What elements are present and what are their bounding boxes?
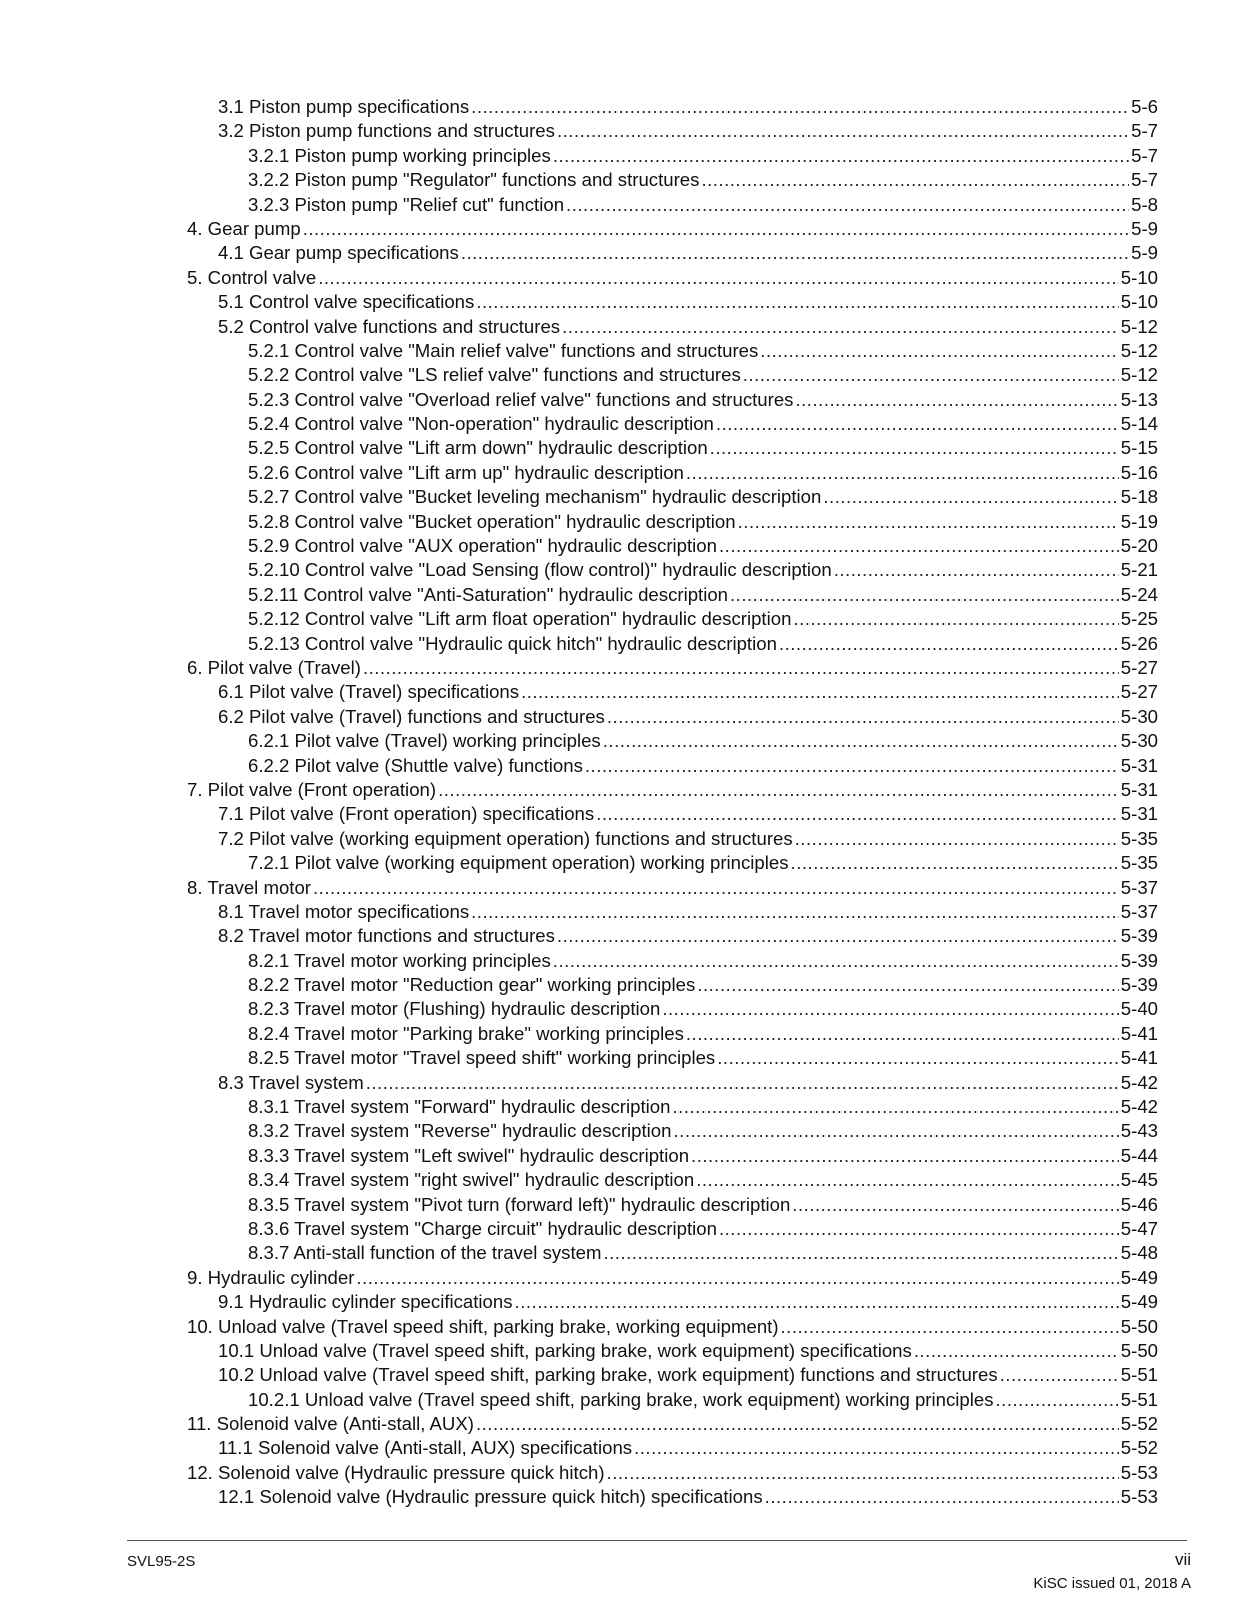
toc-entry-page: 5-27 bbox=[1120, 656, 1158, 678]
toc-entry-title: 7.2 Pilot valve (working equipment operation) functions and structures bbox=[218, 827, 793, 849]
toc-entry[interactable] bbox=[0, 1071, 1158, 1095]
toc-entry-page: 5-35 bbox=[1120, 827, 1158, 849]
toc-dot-leader bbox=[662, 997, 1118, 1021]
toc-entry[interactable] bbox=[0, 388, 1158, 412]
toc-entry-page: 5-21 bbox=[1120, 559, 1158, 581]
toc-entry-title: 8.2.5 Travel motor "Travel speed shift" working principles bbox=[248, 1047, 716, 1069]
toc-entry-page: 5-18 bbox=[1120, 486, 1158, 508]
toc-dot-leader bbox=[438, 778, 1119, 802]
toc-entry[interactable] bbox=[0, 1339, 1158, 1363]
toc-entry-page: 5-39 bbox=[1120, 974, 1158, 996]
toc-entry-page: 5-31 bbox=[1120, 754, 1158, 776]
toc-dot-leader bbox=[795, 827, 1119, 851]
toc-entry-page: 5-8 bbox=[1131, 193, 1158, 215]
toc-entry[interactable] bbox=[0, 1022, 1158, 1046]
toc-entry[interactable] bbox=[0, 193, 1158, 217]
toc-dot-leader bbox=[607, 1461, 1119, 1485]
toc-entry-page: 5-43 bbox=[1120, 1120, 1158, 1142]
toc-entry-page: 5-31 bbox=[1120, 803, 1158, 825]
toc-entry-page: 5-53 bbox=[1120, 1461, 1158, 1483]
toc-dot-leader bbox=[686, 461, 1119, 485]
toc-entry-page: 5-45 bbox=[1120, 1169, 1158, 1191]
toc-entry-title: 11. Solenoid valve (Anti-stall, AUX) bbox=[187, 1413, 474, 1435]
toc-entry[interactable] bbox=[0, 1412, 1158, 1436]
toc-entry-title: 10. Unload valve (Travel speed shift, parking brake, working equipment) bbox=[187, 1315, 779, 1337]
toc-dot-leader bbox=[823, 485, 1118, 509]
toc-entry[interactable] bbox=[0, 949, 1158, 973]
toc-entry-page: 5-7 bbox=[1131, 120, 1158, 142]
toc-entry-title: 12.1 Solenoid valve (Hydraulic pressure quick hitch) specifications bbox=[218, 1486, 763, 1508]
toc-entry-page: 5-42 bbox=[1120, 1096, 1158, 1118]
toc-entry-page: 5-10 bbox=[1120, 266, 1158, 288]
toc-entry[interactable] bbox=[0, 924, 1158, 948]
toc-entry-title: 7. Pilot valve (Front operation) bbox=[187, 778, 437, 800]
toc-entry-title: 8. Travel motor bbox=[187, 876, 312, 898]
toc-dot-leader bbox=[760, 339, 1118, 363]
toc-entry-page: 5-46 bbox=[1120, 1193, 1158, 1215]
toc-entry-title: 5.2.5 Control valve "Lift arm down" hydraulic description bbox=[248, 437, 708, 459]
toc-entry-page: 5-39 bbox=[1120, 925, 1158, 947]
toc-entry[interactable] bbox=[0, 168, 1158, 192]
toc-entry-page: 5-6 bbox=[1131, 96, 1158, 117]
toc-entry[interactable] bbox=[0, 510, 1158, 534]
toc-entry-title: 5.2.7 Control valve "Bucket leveling mechanism" hydraulic description bbox=[248, 486, 822, 508]
toc-entry[interactable] bbox=[0, 1095, 1158, 1119]
toc-entry[interactable] bbox=[0, 1363, 1158, 1387]
toc-entry[interactable] bbox=[0, 1266, 1158, 1290]
toc-entry[interactable] bbox=[0, 1217, 1158, 1241]
toc-entry-title: 5.2 Control valve functions and structures bbox=[218, 315, 561, 337]
toc-entry[interactable] bbox=[0, 1436, 1158, 1460]
toc-entry-title: 5.2.8 Control valve "Bucket operation" hydraulic description bbox=[248, 510, 736, 532]
toc-entry-page: 5-16 bbox=[1120, 461, 1158, 483]
toc-entry[interactable] bbox=[0, 1315, 1158, 1339]
toc-entry[interactable] bbox=[0, 583, 1158, 607]
toc-entry-title: 10.1 Unload valve (Travel speed shift, parking brake, work equipment) specifications bbox=[218, 1339, 912, 1361]
toc-dot-leader bbox=[521, 680, 1119, 704]
toc-entry-page: 5-40 bbox=[1120, 998, 1158, 1020]
toc-dot-leader bbox=[366, 1071, 1119, 1095]
toc-entry-page: 5-12 bbox=[1120, 315, 1158, 337]
toc-entry-page: 5-44 bbox=[1120, 1144, 1158, 1166]
toc-entry[interactable] bbox=[0, 705, 1158, 729]
toc-entry-title: 3.2.2 Piston pump "Regulator" functions and structures bbox=[248, 169, 700, 191]
toc-entry[interactable] bbox=[0, 412, 1158, 436]
toc-dot-leader bbox=[686, 1022, 1119, 1046]
toc-entry-page: 5-25 bbox=[1120, 608, 1158, 630]
toc-dot-leader bbox=[765, 1485, 1119, 1509]
toc-entry[interactable] bbox=[0, 802, 1158, 826]
toc-entry-page: 5-49 bbox=[1120, 1291, 1158, 1313]
toc-dot-leader bbox=[743, 363, 1119, 387]
toc-entry-title: 5.2.2 Control valve "LS relief valve" functions and structures bbox=[248, 364, 741, 386]
toc-dot-leader bbox=[701, 168, 1129, 192]
toc-entry[interactable] bbox=[0, 315, 1158, 339]
toc-entry-title: 3.2 Piston pump functions and structures bbox=[218, 120, 555, 142]
toc-dot-leader bbox=[356, 1266, 1118, 1290]
toc-entry-title: 5.2.12 Control valve "Lift arm float operation" hydraulic description bbox=[248, 608, 792, 630]
toc-entry[interactable] bbox=[0, 534, 1158, 558]
toc-dot-leader bbox=[691, 1144, 1119, 1168]
toc-dot-leader bbox=[471, 900, 1119, 924]
toc-dot-leader bbox=[672, 1095, 1118, 1119]
toc-entry-page: 5-53 bbox=[1120, 1486, 1158, 1508]
toc-entry-page: 5-24 bbox=[1120, 583, 1158, 605]
toc-dot-leader bbox=[557, 119, 1129, 143]
toc-entry-page: 5-51 bbox=[1120, 1388, 1158, 1410]
toc-entry-page: 5-9 bbox=[1131, 217, 1158, 239]
toc-entry[interactable] bbox=[0, 144, 1158, 168]
toc-dot-leader bbox=[476, 290, 1118, 314]
toc-entry-title: 8.1 Travel motor specifications bbox=[218, 900, 470, 922]
toc-entry[interactable] bbox=[0, 729, 1158, 753]
toc-entry[interactable] bbox=[0, 656, 1158, 680]
toc-dot-leader bbox=[792, 1193, 1118, 1217]
toc-entry-title: 8.2.3 Travel motor (Flushing) hydraulic description bbox=[248, 998, 661, 1020]
toc-entry-page: 5-14 bbox=[1120, 413, 1158, 435]
toc-dot-leader bbox=[566, 193, 1129, 217]
toc-dot-leader bbox=[1000, 1363, 1119, 1387]
footer-divider bbox=[127, 1540, 1187, 1541]
toc-dot-leader bbox=[673, 1119, 1118, 1143]
toc-dot-leader bbox=[634, 1436, 1119, 1460]
toc-dot-leader bbox=[313, 876, 1119, 900]
toc-dot-leader bbox=[779, 632, 1119, 656]
toc-entry[interactable] bbox=[0, 754, 1158, 778]
toc-entry-title: 5.2.4 Control valve "Non-operation" hydraulic description bbox=[248, 413, 714, 435]
toc-entry-page: 5-42 bbox=[1120, 1071, 1158, 1093]
toc-entry-title: 9.1 Hydraulic cylinder specifications bbox=[218, 1291, 513, 1313]
toc-entry-title: 4.1 Gear pump specifications bbox=[218, 242, 459, 264]
toc-entry[interactable] bbox=[0, 558, 1158, 582]
footer-model-name: SVL95-2S bbox=[127, 1553, 196, 1570]
toc-entry[interactable] bbox=[0, 900, 1158, 924]
toc-entry[interactable] bbox=[0, 436, 1158, 460]
toc-entry-title: 5.2.13 Control valve "Hydraulic quick hitch" hydraulic description bbox=[248, 632, 777, 654]
toc-entry-title: 6.2.2 Pilot valve (Shuttle valve) functions bbox=[248, 754, 583, 776]
toc-entry-title: 10.2 Unload valve (Travel speed shift, parking brake, work equipment) functions and structures bbox=[218, 1364, 998, 1386]
toc-entry-title: 5.2.6 Control valve "Lift arm up" hydraulic description bbox=[248, 461, 684, 483]
toc-entry-title: 8.3.7 Anti-stall function of the travel system bbox=[248, 1242, 602, 1264]
toc-dot-leader bbox=[697, 973, 1119, 997]
toc-entry-title: 5.2.1 Control valve "Main relief valve" functions and structures bbox=[248, 339, 759, 361]
toc-dot-leader bbox=[363, 656, 1119, 680]
toc-entry[interactable] bbox=[0, 1119, 1158, 1143]
toc-dot-leader bbox=[710, 436, 1119, 460]
toc-entry[interactable] bbox=[0, 217, 1158, 241]
toc-dot-leader bbox=[553, 949, 1119, 973]
toc-entry-title: 5.2.9 Control valve "AUX operation" hydraulic description bbox=[248, 535, 717, 557]
toc-entry-page: 5-7 bbox=[1131, 169, 1158, 191]
toc-entry-title: 8.3.5 Travel system "Pivot turn (forward left)" hydraulic description bbox=[248, 1193, 791, 1215]
toc-entry-page: 5-41 bbox=[1120, 1022, 1158, 1044]
toc-entry[interactable] bbox=[0, 339, 1158, 363]
toc-entry-title: 5.2.10 Control valve "Load Sensing (flow control)" hydraulic description bbox=[248, 559, 832, 581]
toc-entry-title: 3.1 Piston pump specifications bbox=[218, 96, 470, 117]
toc-entry-page: 5-10 bbox=[1120, 291, 1158, 313]
toc-entry-page: 5-12 bbox=[1120, 339, 1158, 361]
toc-dot-leader bbox=[603, 1241, 1118, 1265]
toc-entry[interactable] bbox=[0, 1461, 1158, 1485]
toc-dot-leader bbox=[717, 1046, 1119, 1070]
toc-entry[interactable] bbox=[0, 680, 1158, 704]
toc-entry-title: 8.3 Travel system bbox=[218, 1071, 364, 1093]
toc-dot-leader bbox=[596, 802, 1119, 826]
toc-dot-leader bbox=[562, 315, 1119, 339]
toc-dot-leader bbox=[781, 1315, 1119, 1339]
toc-entry-title: 5.2.3 Control valve "Overload relief valve" functions and structures bbox=[248, 388, 794, 410]
toc-entry-page: 5-13 bbox=[1120, 388, 1158, 410]
toc-entry[interactable] bbox=[0, 485, 1158, 509]
toc-entry[interactable] bbox=[0, 266, 1158, 290]
footer-page-number: vii bbox=[1174, 1550, 1191, 1569]
toc-entry-page: 5-20 bbox=[1120, 535, 1158, 557]
toc-entry-title: 9. Hydraulic cylinder bbox=[187, 1266, 355, 1288]
toc-dot-leader bbox=[716, 412, 1119, 436]
toc-entry[interactable] bbox=[0, 1388, 1158, 1412]
toc-entry-page: 5-50 bbox=[1120, 1315, 1158, 1337]
toc-entry-page: 5-30 bbox=[1120, 705, 1158, 727]
toc-entry[interactable] bbox=[0, 1290, 1158, 1314]
toc-dot-leader bbox=[914, 1339, 1119, 1363]
toc-dot-leader bbox=[719, 534, 1119, 558]
toc-entry-title: 11.1 Solenoid valve (Anti-stall, AUX) specifications bbox=[218, 1437, 633, 1459]
footer-issue-info: KiSC issued 01, 2018 A bbox=[1033, 1575, 1191, 1592]
toc-entry-page: 5-41 bbox=[1120, 1047, 1158, 1069]
toc-entry-title: 3.2.1 Piston pump working principles bbox=[248, 144, 551, 166]
toc-dot-leader bbox=[557, 924, 1119, 948]
toc-entry-page: 5-49 bbox=[1120, 1266, 1158, 1288]
toc-entry[interactable] bbox=[0, 461, 1158, 485]
toc-dot-leader bbox=[303, 217, 1129, 241]
toc-entry-title: 6.2 Pilot valve (Travel) functions and structures bbox=[218, 705, 605, 727]
toc-entry-title: 8.2.4 Travel motor "Parking brake" working principles bbox=[248, 1022, 684, 1044]
toc-entry[interactable] bbox=[0, 241, 1158, 265]
toc-dot-leader bbox=[603, 729, 1119, 753]
toc-dot-leader bbox=[738, 510, 1119, 534]
toc-entry-page: 5-50 bbox=[1120, 1339, 1158, 1361]
toc-entry-page: 5-12 bbox=[1120, 364, 1158, 386]
toc-entry-page: 5-27 bbox=[1120, 681, 1158, 703]
toc-entry-title: 7.2.1 Pilot valve (working equipment operation) working principles bbox=[248, 852, 789, 874]
toc-dot-leader bbox=[607, 705, 1119, 729]
toc-entry-title: 8.2 Travel motor functions and structures bbox=[218, 925, 555, 947]
toc-dot-leader bbox=[696, 1168, 1119, 1192]
toc-dot-leader bbox=[553, 144, 1129, 168]
toc-entry-title: 5.1 Control valve specifications bbox=[218, 291, 475, 313]
toc-entry[interactable] bbox=[0, 119, 1158, 143]
toc-entry-page: 5-7 bbox=[1131, 144, 1158, 166]
toc-entry-title: 8.3.4 Travel system "right swivel" hydraulic description bbox=[248, 1169, 695, 1191]
toc-entry-page: 5-47 bbox=[1120, 1217, 1158, 1239]
toc-dot-leader bbox=[461, 241, 1129, 265]
toc-entry-title: 6.1 Pilot valve (Travel) specifications bbox=[218, 681, 520, 703]
toc-dot-leader bbox=[476, 1412, 1119, 1436]
toc-dot-leader bbox=[996, 1388, 1119, 1412]
toc-entry[interactable] bbox=[0, 997, 1158, 1021]
toc-entry-page: 5-26 bbox=[1120, 632, 1158, 654]
toc-entry-title: 5. Control valve bbox=[187, 266, 317, 288]
toc-dot-leader bbox=[318, 266, 1119, 290]
toc-entry[interactable] bbox=[0, 95, 1158, 119]
toc-entry-title: 8.3.1 Travel system "Forward" hydraulic description bbox=[248, 1096, 671, 1118]
toc-entry[interactable] bbox=[0, 851, 1158, 875]
toc-entry-page: 5-37 bbox=[1120, 876, 1158, 898]
toc-entry-page: 5-35 bbox=[1120, 852, 1158, 874]
toc-dot-leader bbox=[791, 851, 1119, 875]
toc-entry-title: 3.2.3 Piston pump "Relief cut" function bbox=[248, 193, 565, 215]
toc-entry[interactable] bbox=[0, 290, 1158, 314]
toc-entry-title: 6.2.1 Pilot valve (Travel) working principles bbox=[248, 730, 601, 752]
toc-entry-page: 5-9 bbox=[1131, 242, 1158, 264]
toc-entry[interactable] bbox=[0, 1485, 1158, 1509]
toc-entry[interactable] bbox=[0, 1168, 1158, 1192]
toc-entry-page: 5-51 bbox=[1120, 1364, 1158, 1386]
toc-dot-leader bbox=[719, 1217, 1119, 1241]
toc-entry-title: 8.3.6 Travel system "Charge circuit" hydraulic description bbox=[248, 1217, 717, 1239]
toc-entry-page: 5-48 bbox=[1120, 1242, 1158, 1264]
toc-entry-title: 5.2.11 Control valve "Anti-Saturation" hydraulic description bbox=[248, 583, 729, 605]
toc-dot-leader bbox=[730, 583, 1119, 607]
toc-entry-page: 5-39 bbox=[1120, 949, 1158, 971]
toc-entry[interactable] bbox=[0, 827, 1158, 851]
toc-entry[interactable] bbox=[0, 876, 1158, 900]
table-of-contents bbox=[0, 95, 1236, 1510]
toc-entry-page: 5-52 bbox=[1120, 1413, 1158, 1435]
toc-entry-title: 8.3.3 Travel system "Left swivel" hydraulic description bbox=[248, 1144, 690, 1166]
toc-dot-leader bbox=[793, 607, 1118, 631]
toc-dot-leader bbox=[515, 1290, 1119, 1314]
toc-entry-title: 8.3.2 Travel system "Reverse" hydraulic description bbox=[248, 1120, 672, 1142]
toc-entry-page: 5-19 bbox=[1120, 510, 1158, 532]
toc-entry-title: 10.2.1 Unload valve (Travel speed shift, parking brake, work equipment) working principles bbox=[248, 1388, 994, 1410]
toc-dot-leader bbox=[585, 754, 1119, 778]
toc-entry-title: 8.2.1 Travel motor working principles bbox=[248, 949, 551, 971]
toc-entry-page: 5-30 bbox=[1120, 730, 1158, 752]
toc-entry[interactable] bbox=[0, 632, 1158, 656]
toc-dot-leader bbox=[471, 95, 1129, 119]
toc-entry[interactable] bbox=[0, 973, 1158, 997]
toc-entry[interactable] bbox=[0, 1193, 1158, 1217]
toc-entry-title: 7.1 Pilot valve (Front operation) specifications bbox=[218, 803, 595, 825]
toc-entry-page: 5-37 bbox=[1120, 900, 1158, 922]
toc-dot-leader bbox=[834, 558, 1119, 582]
toc-entry-page: 5-52 bbox=[1120, 1437, 1158, 1459]
toc-entry[interactable] bbox=[0, 607, 1158, 631]
toc-entry-title: 8.2.2 Travel motor "Reduction gear" working principles bbox=[248, 974, 696, 996]
toc-entry[interactable] bbox=[0, 1144, 1158, 1168]
toc-entry[interactable] bbox=[0, 363, 1158, 387]
toc-entry-title: 12. Solenoid valve (Hydraulic pressure quick hitch) bbox=[187, 1461, 605, 1483]
toc-entry-title: 6. Pilot valve (Travel) bbox=[187, 656, 361, 678]
toc-entry[interactable] bbox=[0, 1241, 1158, 1265]
toc-dot-leader bbox=[795, 388, 1118, 412]
toc-entry-page: 5-31 bbox=[1120, 778, 1158, 800]
toc-entry[interactable] bbox=[0, 1046, 1158, 1070]
toc-entry-title: 4. Gear pump bbox=[187, 217, 301, 239]
toc-entry-page: 5-15 bbox=[1120, 437, 1158, 459]
toc-entry[interactable] bbox=[0, 778, 1158, 802]
